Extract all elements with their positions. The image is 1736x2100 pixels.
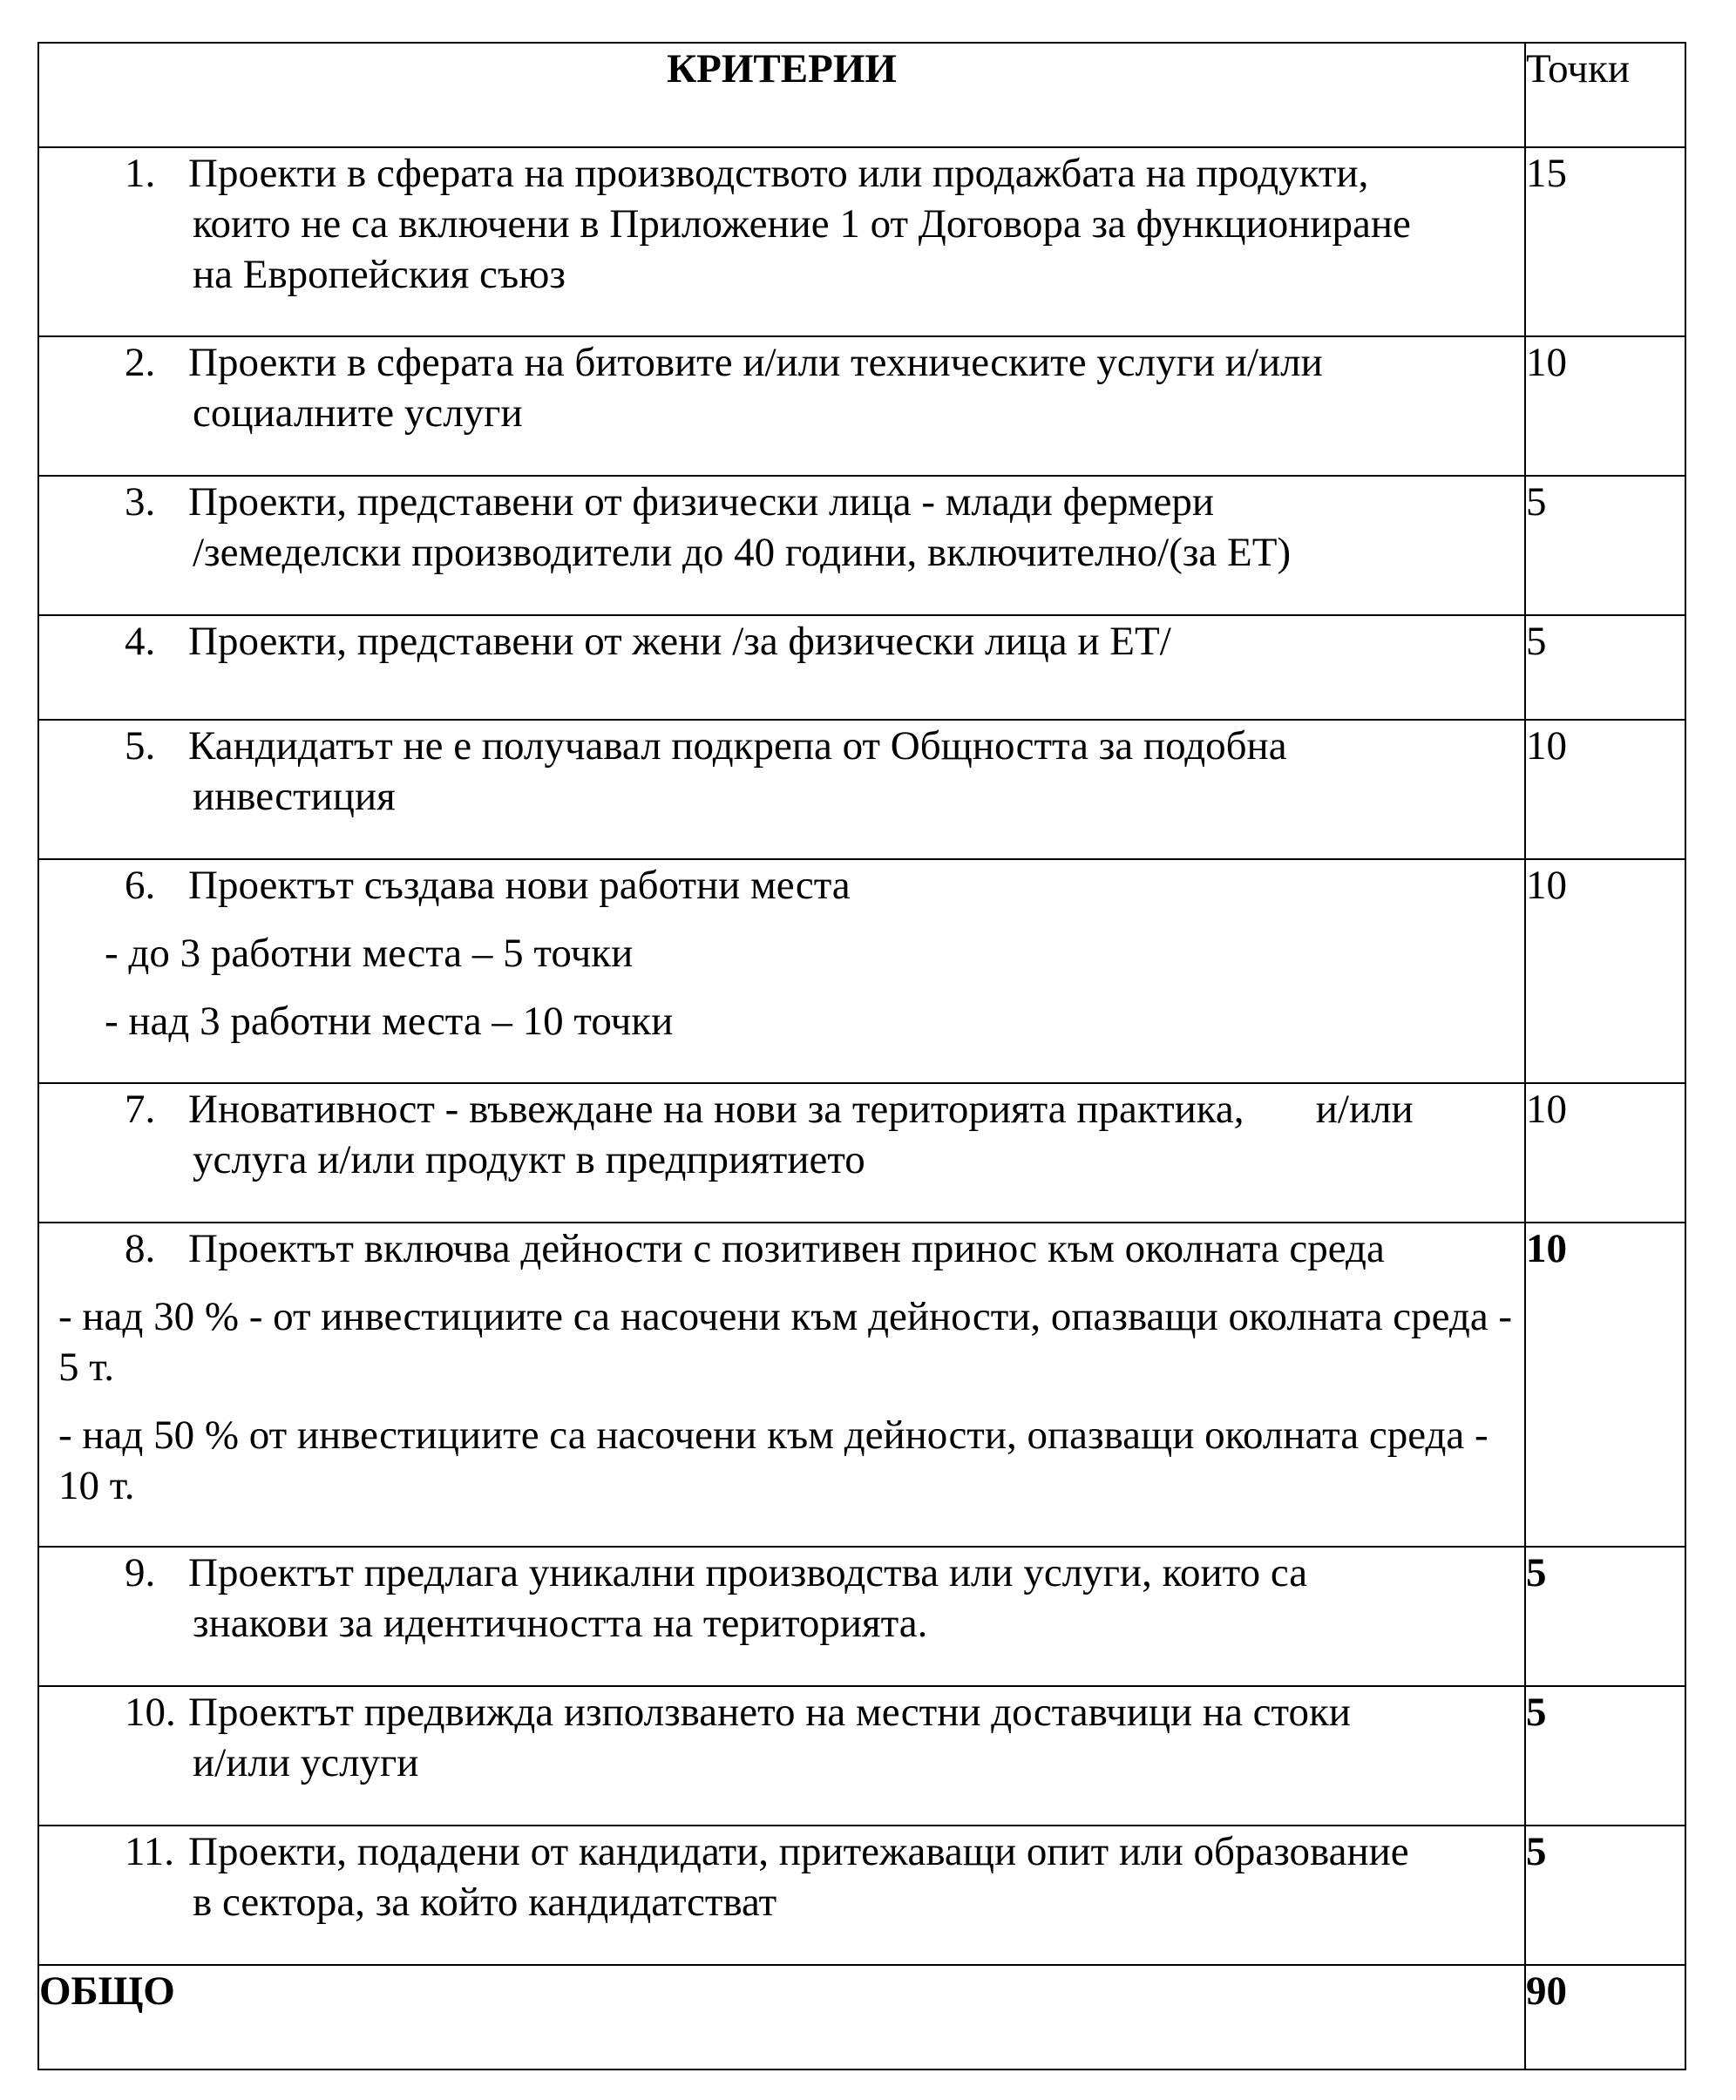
criterion-subitem: - до 3 работни места – 5 точки [105, 931, 634, 976]
criterion-cell [38, 1686, 1525, 1826]
criterion-subitem: - над 50 % от инвестициите са насочени към дейности, опазващи околната среда - 10 т. [58, 1412, 1488, 1508]
criterion-text-line: в сектора, за който кандидатстват [193, 1880, 777, 1925]
criterion-cell [38, 336, 1525, 476]
criterion-text-line: /земеделски производители до 40 години, включително/(за ЕТ) [193, 530, 1292, 575]
criterion-text-line: Кандидатът не е получавал подкрепа от Общността за подобна [188, 723, 1287, 769]
criterion-cell [38, 720, 1525, 859]
total-label: ОБЩО [38, 1965, 1525, 2070]
criterion-number: 1. [125, 151, 156, 196]
criterion-text-line: Проектът предвижда използването на местни доставчици на стоки [188, 1690, 1351, 1735]
criterion-text-line: социалните услуги [193, 390, 523, 436]
criterion-number: 5. [125, 723, 156, 769]
points-header: Точки [1525, 43, 1685, 147]
table-row [38, 1826, 1685, 1965]
criterion-text-line: Проекти, представени от жени /за физически лица и ЕТ/ [188, 619, 1171, 664]
criterion-number: 9. [125, 1550, 156, 1595]
points-cell: 10 [1525, 859, 1685, 1083]
criterion-cell [38, 859, 1525, 1083]
total-value: 90 [1525, 1965, 1685, 2070]
table-row [38, 1686, 1685, 1826]
criterion-cell [38, 1223, 1525, 1547]
criterion-cell [38, 1547, 1525, 1686]
criterion-number: 7. [125, 1087, 156, 1132]
criterion-text-line: Проектът включва дейности с позитивен принос към околната среда [188, 1226, 1385, 1271]
points-cell: 5 [1525, 1826, 1685, 1965]
criterion-text-line: Проекти, подадени от кандидати, притежаващи опит или образование [188, 1829, 1409, 1874]
criterion-text-line: на Европейския съюз [193, 252, 566, 297]
criterion-subitem: - над 3 работни места – 10 точки [105, 999, 674, 1044]
points-cell: 5 [1525, 1686, 1685, 1826]
points-cell: 10 [1525, 336, 1685, 476]
criteria-header: КРИТЕРИИ [38, 43, 1525, 147]
points-cell: 5 [1525, 476, 1685, 615]
criteria-table [37, 42, 1686, 2070]
criterion-text-line: които не са включени в Приложение 1 от Договора за функциониране [193, 201, 1411, 247]
table-row [38, 147, 1685, 336]
criterion-text-line: инвестиция [193, 774, 396, 819]
criterion-number: 6. [125, 863, 156, 908]
criterion-text-line: Проекти, представени от физически лица - млади фермери [188, 479, 1215, 525]
criterion-text-line: Проекти в сферата на производството или продажбата на продукти, [188, 151, 1369, 196]
criterion-number: 8. [125, 1226, 156, 1271]
criterion-number: 3. [125, 479, 156, 525]
criterion-text-line: и/или услуги [193, 1740, 419, 1785]
criterion-number: 10. [125, 1690, 176, 1735]
criterion-text-line: услуга и/или продукт в предприятието [193, 1137, 865, 1182]
criterion-number: 4. [125, 619, 156, 664]
criterion-text-line: знакови за идентичността на територията. [193, 1601, 928, 1646]
points-cell: 10 [1525, 1083, 1685, 1223]
table-row [38, 1547, 1685, 1686]
table-row [38, 476, 1685, 615]
table-row [38, 1083, 1685, 1223]
table-row [38, 1223, 1685, 1547]
points-cell: 5 [1525, 1547, 1685, 1686]
points-cell: 10 [1525, 1223, 1685, 1547]
criterion-number: 11. [125, 1829, 175, 1874]
criterion-text-line: Проекти в сферата на битовите и/или техническите услуги и/или [188, 340, 1323, 385]
criterion-cell [38, 476, 1525, 615]
table-row [38, 720, 1685, 859]
table-row [38, 859, 1685, 1083]
points-cell: 15 [1525, 147, 1685, 336]
table-row [38, 336, 1685, 476]
points-cell: 5 [1525, 615, 1685, 720]
criterion-cell [38, 615, 1525, 720]
criterion-number: 2. [125, 340, 156, 385]
criterion-text-line: Проектът създава нови работни места [188, 863, 851, 908]
total-row [38, 1965, 1685, 2070]
criterion-cell [38, 1083, 1525, 1223]
points-cell: 10 [1525, 720, 1685, 859]
criterion-text-line: Иновативност - въвеждане на нови за територията практика, и/или [188, 1087, 1414, 1132]
table-header-row [38, 43, 1685, 147]
criterion-text-line: Проектът предлага уникални производства или услуги, които са [188, 1550, 1308, 1595]
table-row [38, 615, 1685, 720]
criterion-cell [38, 1826, 1525, 1965]
criterion-cell [38, 147, 1525, 336]
criterion-subitem: - над 30 % - от инвестициите са насочени към дейности, опазващи околната среда - 5 т. [58, 1294, 1513, 1390]
